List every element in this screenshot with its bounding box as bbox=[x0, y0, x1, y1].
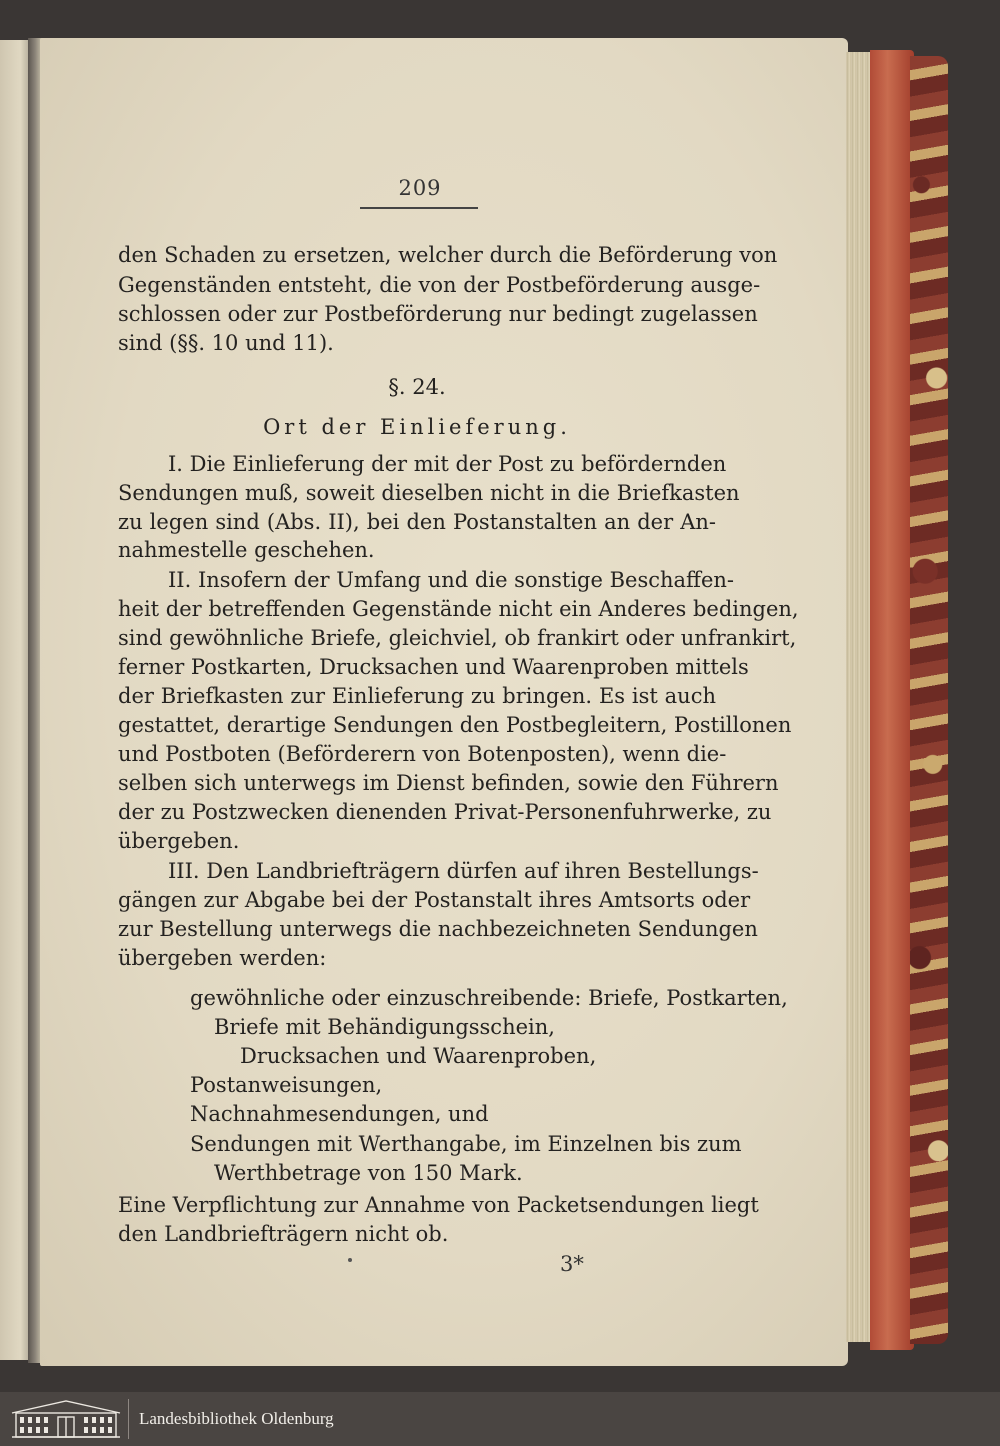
text-line: schlossen oder zur Postbeförderung nur bedingt zugelassen bbox=[118, 302, 758, 326]
list-item: Werthbetrage von 150 Mark. bbox=[214, 1161, 523, 1185]
text-line: Sendungen muß, soweit dieselben nicht in die Briefkasten bbox=[118, 481, 740, 505]
text-line: übergeben werden: bbox=[118, 946, 327, 970]
list-item: Postanweisungen, bbox=[190, 1073, 383, 1097]
text-line: selben sich unterwegs im Dienst befinden, sowie den Führern bbox=[118, 771, 779, 795]
list-item: Sendungen mit Werthangabe, im Einzelnen bis zum bbox=[190, 1132, 742, 1156]
text-line: Eine Verpflichtung zur Annahme von Packetsendungen liegt bbox=[118, 1193, 759, 1217]
section-title: Ort der Einlieferung. bbox=[263, 415, 571, 439]
text-line: gängen zur Abgabe bei der Postanstalt ihres Amtsorts oder bbox=[118, 888, 751, 912]
list-item: Nachnahmesendungen, und bbox=[190, 1102, 489, 1126]
text-line: der Briefkasten zur Einlieferung zu bringen. Es ist auch bbox=[118, 684, 716, 708]
list-item: Drucksachen und Waarenproben, bbox=[240, 1044, 597, 1068]
text-line: nahmestelle geschehen. bbox=[118, 538, 375, 562]
footer-divider bbox=[128, 1399, 129, 1439]
list-item: Briefe mit Behändigungsschein, bbox=[214, 1015, 555, 1039]
signature-mark: 3* bbox=[560, 1252, 584, 1276]
text-line: I. Die Einlieferung der mit der Post zu befördernden bbox=[168, 452, 727, 476]
text-line: ferner Postkarten, Drucksachen und Waarenproben mittels bbox=[118, 655, 749, 679]
text-line: den Schaden zu ersetzen, welcher durch die Beförderung von bbox=[118, 243, 778, 267]
footer-bar bbox=[0, 1392, 1000, 1446]
cover-red-edge bbox=[870, 50, 914, 1350]
footer-library-name: Landesbibliothek Oldenburg bbox=[139, 1409, 334, 1428]
text-line: der zu Postzwecken dienenden Privat-Personenfuhrwerke, zu bbox=[118, 800, 772, 824]
text-line: Gegenständen entsteht, die von der Postbeförderung ausge- bbox=[118, 273, 761, 297]
text-line: gestattet, derartige Sendungen den Postbegleitern, Postillonen bbox=[118, 713, 792, 737]
text-line: den Landbriefträgern nicht ob. bbox=[118, 1222, 449, 1246]
marbled-cover bbox=[910, 56, 948, 1344]
text-line: zu legen sind (Abs. II), bei den Postanstalten an der An- bbox=[118, 510, 716, 534]
text-line: zur Bestellung unterwegs die nachbezeichneten Sendungen bbox=[118, 917, 758, 941]
page-number-rule bbox=[360, 207, 478, 209]
ink-dot bbox=[348, 1258, 352, 1262]
library-building-logo-icon bbox=[8, 1397, 124, 1441]
text-line: III. Den Landbriefträgern dürfen auf ihren Bestellungs- bbox=[168, 859, 759, 883]
page-number: 209 bbox=[398, 176, 442, 200]
list-item: gewöhnliche oder einzuschreibende: Briefe, Postkarten, bbox=[190, 986, 788, 1010]
text-line: übergeben. bbox=[118, 829, 240, 853]
text-line: sind (§§. 10 und 11). bbox=[118, 331, 334, 355]
text-line: sind gewöhnliche Briefe, gleichviel, ob frankirt oder unfrankirt, bbox=[118, 626, 797, 650]
text-line: heit der betreffenden Gegenstände nicht ein Anderes bedingen, bbox=[118, 597, 799, 621]
section-number: §. 24. bbox=[388, 375, 446, 399]
text-line: und Postboten (Beförderern von Botenposten), wenn die- bbox=[118, 742, 727, 766]
page-stack-edges bbox=[846, 52, 872, 1342]
text-line: II. Insofern der Umfang und die sonstige Beschaffen- bbox=[168, 568, 735, 592]
